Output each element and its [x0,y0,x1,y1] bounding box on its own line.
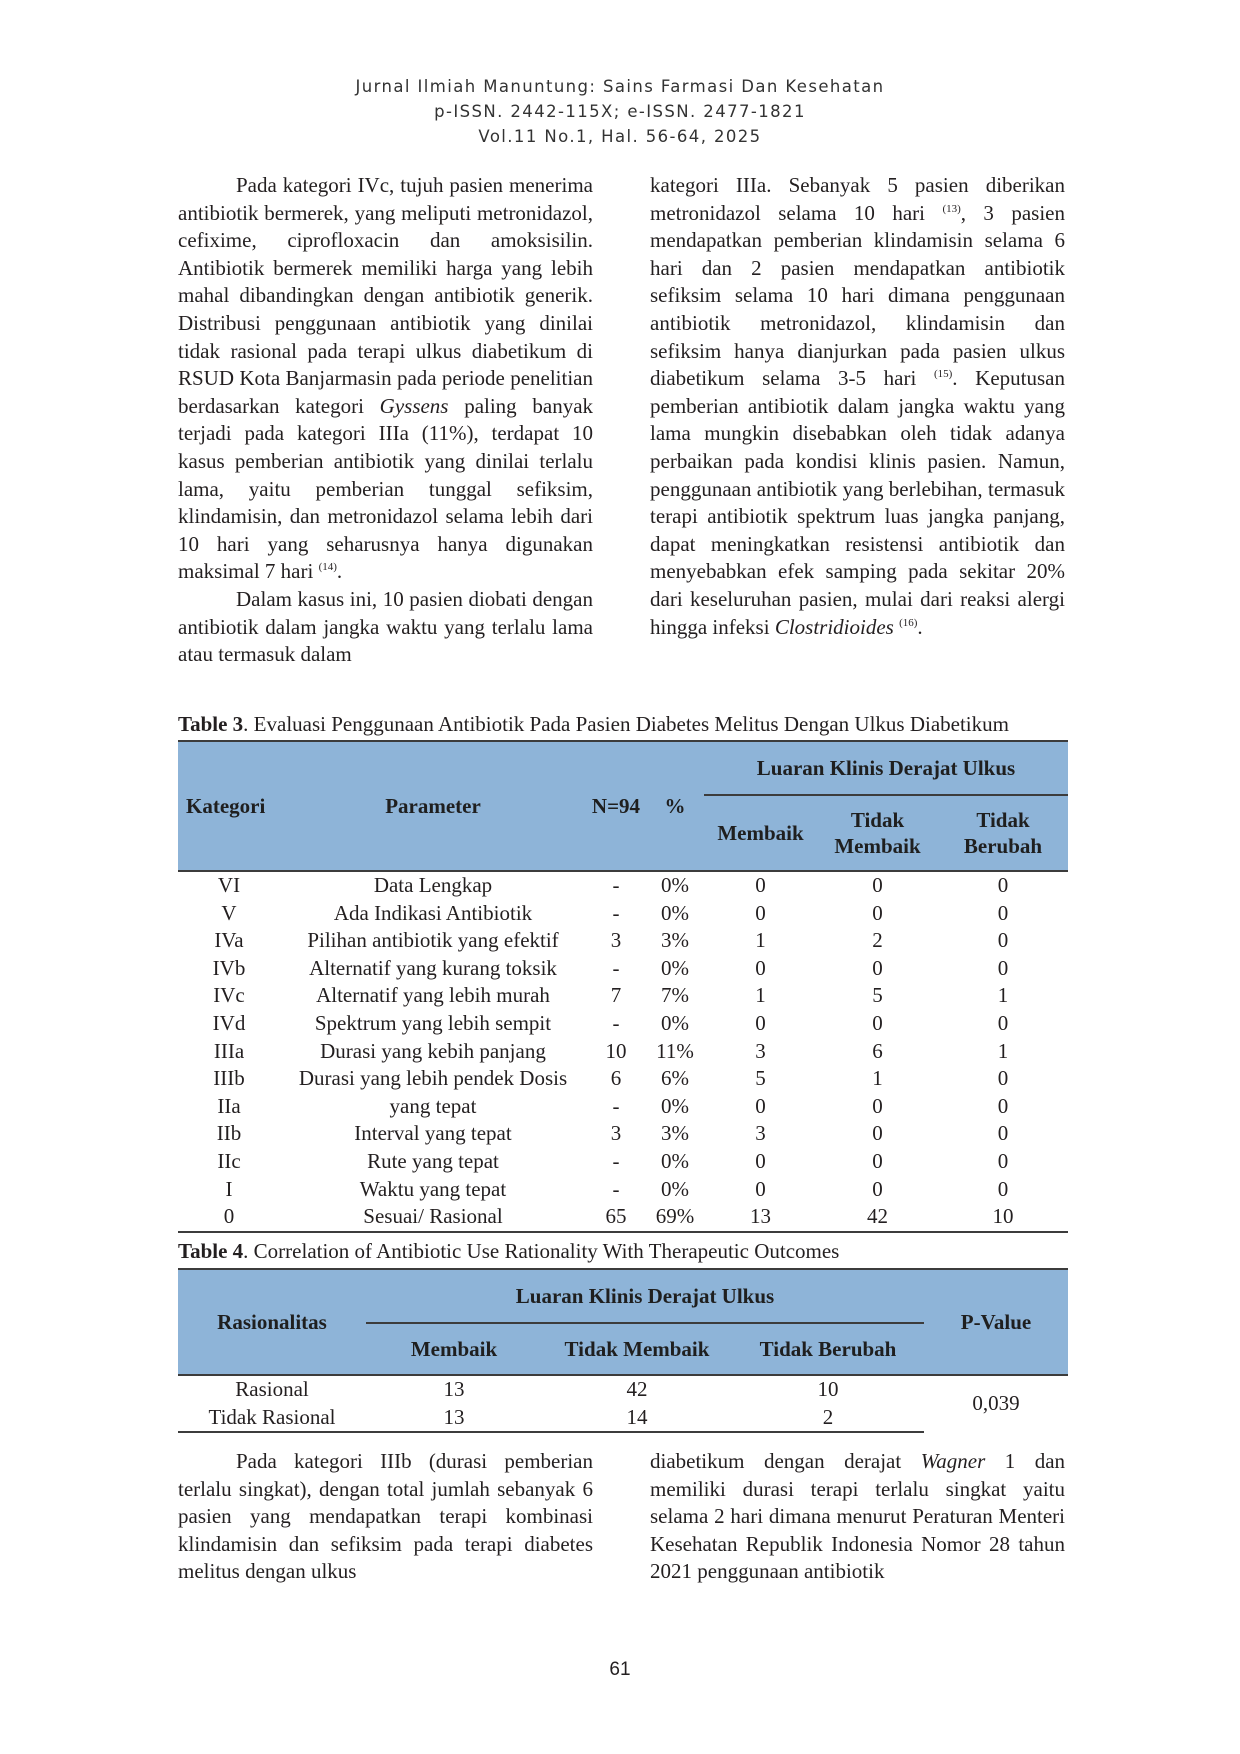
paragraph-wagner: diabetikum dengan derajat Wagner 1 dan memiliki durasi terapi terlalu singkat yaitu selama 2 hari dimana menurut Peraturan Menteri Kesehatan Republik Indonesia Nomor 28 tahun 2021 penggunaan antibiotik [650,1449,1066,1584]
table3-cell-tidak-membaik: 6 [872,1038,883,1063]
table-row [178,1065,1068,1093]
table3-cell-percent: 0% [661,1010,689,1035]
table4-header-group: Luaran Klinis Derajat Ulkus [366,1269,924,1323]
table3-cell-kategori: IIa [217,1093,241,1118]
table3-cell-parameter: Durasi yang lebih pendek Dosis [298,1066,568,1091]
table3-caption: Table 3. Evaluasi Penggunaan Antibiotik Pada Pasien Diabetes Melitus Dengan Ulkus Diabetikum [178,712,1009,736]
table3-cell-tidak-berubah: 0 [997,1066,1009,1091]
table-row [178,900,1068,928]
right-column-bottom [650,1448,1065,1586]
table4-cell-rasionalitas: Tidak Rasional [178,1404,366,1433]
table3-cell-tidak-membaik: 0 [817,871,938,900]
table3-cell-membaik: 0 [755,900,766,925]
table3-cell-parameter: Waktu yang tepat [359,1176,507,1201]
gyssens-term: Gyssens [379,393,449,418]
paragraph-iiia: kategori IIIa. Sebanyak 5 pasien diberikan metronidazol selama 10 hari $^{(13)}$, 3 pasien mendapatkan pemberian klindamisin selama 6 hari dan 2 pasien mendapatkan antibiotik sefiksim selama 10 hari dimana penggunaan antibiotik metronidazol, klindamisin dan sefiksim hanya dianjurkan pada pasien ulkus diabetikum selama 3-5 hari $^{(15)}$. Keputusan pemberian antibiotik dalam jangka waktu yang lama mungkin disebabkan oleh tidak adanya perbaikan pada kondisi klinis pasien. Namun, penggunaan antibiotik yang berlebihan, termasuk terapi antibiotik spektrum luas jangka panjang, dapat meningkatkan resistensi antibiotik dan menyebabkan efek samping pada sekitar 20% dari keseluruhan pasien, mulai dari reaksi alergi hingga infeksi Clostridioides $^{(16)}$. [650,173,1066,639]
paragraph-cases: Dalam kasus ini, 10 pasien diobati dengan antibiotik dalam jangka waktu yang terlalu lama atau termasuk dalam [178,586,593,667]
table3-cell-parameter: Alternatif yang lebih murah [316,983,550,1008]
table3-cell-parameter: Alternatif yang kurang toksik [309,955,557,980]
table3-cell-tidak-berubah: 0 [997,1176,1009,1201]
table3-cell-tidak-membaik: 42 [817,1203,938,1232]
table3-cell-kategori: IVa [214,928,244,953]
journal-title: Jurnal Ilmiah Manuntung: Sains Farmasi Dan Kesehatan [355,77,885,96]
table3-header-membaik: Membaik [704,795,817,871]
table3-cell-tidak-membaik: 0 [872,1148,883,1173]
clostridioides-term: Clostridioides [774,614,894,639]
table4-cell-tidak-berubah: 10 [732,1375,924,1404]
table3-cell-n: - [612,1010,620,1035]
table4-header-tidak-berubah: Tidak Berubah [732,1323,924,1375]
table-row [178,982,1068,1010]
table3-cell-membaik: 5 [755,1066,766,1091]
reference-14: (14) [318,561,337,574]
table3-cell-n: - [586,871,646,900]
table3-header-group: Luaran Klinis Derajat Ulkus [704,741,1068,795]
table4-header-pvalue: P-Value [924,1269,1068,1375]
table3-cell-kategori: IIb [216,1121,242,1146]
table3-header-kategori: Kategori [178,741,280,871]
table3-cell-parameter: Rute yang tepat [367,1148,499,1173]
table3-cell-n: 3 [610,928,622,953]
table4-header-membaik: Membaik [366,1323,542,1375]
table3-header-n: N=94 [586,741,646,871]
left-column-bottom [178,1448,593,1586]
table3-cell-percent: 3% [661,928,689,953]
table3-cell-parameter: Sesuai/ Rasional [280,1203,586,1232]
table3-cell-tidak-membaik: 5 [872,983,883,1008]
table3-cell-tidak-membaik: 0 [872,900,883,925]
table3-cell-tidak-membaik: 0 [872,1176,883,1201]
table3-cell-kategori: IIIa [213,1038,245,1063]
journal-issn: p-ISSN. 2442-115X; e-ISSN. 2477-1821 [434,102,806,121]
table4-cell-membaik: 13 [366,1375,542,1404]
table-row [178,1176,1068,1204]
table3-cell-percent: 0% [661,900,689,925]
table3-cell-tidak-membaik: 0 [872,1121,883,1146]
table4-cell-tidak-berubah: 2 [732,1404,924,1433]
table4-header-tidak-membaik: Tidak Membaik [542,1323,732,1375]
table3-cell-membaik: 13 [704,1203,817,1232]
table-row [178,955,1068,983]
table3-cell-percent: 0% [661,1176,689,1201]
table3-cell-kategori: IIc [217,1148,241,1173]
table3-cell-kategori: I [225,1176,233,1201]
table3-cell-percent: 69% [646,1203,704,1232]
table3-header-parameter: Parameter [280,741,586,871]
table3-cell-percent: 3% [661,1121,689,1146]
table3-cell-percent: 11% [656,1038,694,1063]
table3-cell-percent: 0% [661,1093,689,1118]
table3-cell-parameter: Pilihan antibiotik yang efektif [307,928,559,953]
table3-cell-kategori: IVd [212,1010,246,1035]
table4-cell-pvalue: 0,039 [924,1375,1068,1432]
table3-cell-membaik: 3 [755,1038,766,1063]
table3-cell-percent: 6% [661,1066,689,1091]
table3-cell-kategori: VI [178,871,280,900]
table3-cell-n: - [612,1093,620,1118]
table3-cell-tidak-membaik: 0 [872,955,883,980]
table3-cell-parameter: Ada Indikasi Antibiotik [333,900,533,925]
table3-header-tidak-membaik: Tidak Membaik [817,795,938,871]
journal-header [0,74,1240,149]
table3-cell-membaik: 1 [755,928,766,953]
table3-cell-tidak-membaik: 0 [872,1010,883,1035]
table3-header-tidak-berubah: Tidak Berubah [938,795,1068,871]
table3-cell-membaik: 3 [755,1121,766,1146]
table3-cell-tidak-berubah: 0 [997,928,1009,953]
table3-cell-tidak-membaik: 1 [872,1066,883,1091]
table3-cell-parameter: yang tepat [389,1093,477,1118]
table4-cell-tidak-membaik: 14 [542,1404,732,1433]
table3-cell-membaik: 0 [755,1176,766,1201]
table4-caption: Table 4. Correlation of Antibiotic Use Rationality With Therapeutic Outcomes [178,1239,840,1263]
table-row [178,1203,1068,1232]
journal-volume: Vol.11 No.1, Hal. 56-64, 2025 [478,127,762,146]
reference-16: (16) [899,616,918,629]
table-row [178,1010,1068,1038]
table3-cell-tidak-berubah: 1 [997,1038,1009,1063]
table3-cell-tidak-berubah: 0 [997,1010,1009,1035]
table3-cell-n: 65 [586,1203,646,1232]
table3-cell-parameter: Interval yang tepat [354,1121,512,1146]
table3-cell-tidak-berubah: 1 [997,983,1009,1008]
table3-cell-n: - [612,900,620,925]
table-row [178,1120,1068,1148]
table-row [178,927,1068,955]
table4-cell-membaik: 13 [366,1404,542,1433]
table3 [178,740,1068,1233]
left-column-top [178,172,593,669]
table4-cell-tidak-membaik: 42 [542,1375,732,1404]
table3-body [178,871,1068,1232]
table3-cell-n: 10 [605,1038,627,1063]
reference-13: (13) [942,202,961,215]
table3-cell-kategori: IVc [213,983,245,1008]
wagner-term: Wagner [920,1449,986,1473]
table3-cell-kategori: V [221,900,237,925]
table3-cell-n: - [612,1176,620,1201]
table4 [178,1268,1068,1433]
table3-cell-tidak-berubah: 0 [938,871,1068,900]
table3-cell-percent: 0% [661,1148,689,1173]
table3-cell-tidak-berubah: 10 [938,1203,1068,1232]
table3-cell-percent: 7% [661,983,689,1008]
table3-cell-kategori: 0 [178,1203,280,1232]
table3-cell-n: 7 [610,983,622,1008]
table-row [178,1375,1068,1404]
table-row [178,1148,1068,1176]
table-row [178,871,1068,900]
paragraph-ivc: Pada kategori IVc, tujuh pasien menerima antibiotik bermerek, yang meliputi metronidazol, cefixime, ciprofloxacin dan amoksisilin. Antibiotik bermerek memiliki harga yang lebih mahal dibandingkan dengan antibiotik generik. Distribusi penggunaan antibiotik yang dinilai tidak rasional pada terapi ulkus diabetikum di RSUD Kota Banjarmasin pada periode penelitian berdasarkan kategori Gyssens paling banyak terjadi pada kategori IIIa (11%), terdapat 10 kasus pemberian antibiotik yang dinilai terlalu lama, yaitu pemberian tunggal sefiksim, klindamisin, dan metronidazol selama lebih dari 10 hari yang seharusnya hanya digunakan maksimal 7 hari $^{(14)}$. [178,173,594,584]
table3-cell-tidak-berubah: 0 [997,1093,1009,1118]
table3-cell-kategori: IVb [212,955,246,980]
table3-cell-membaik: 0 [755,955,766,980]
table3-header-percent: % [646,741,704,871]
table3-cell-percent: 0% [646,871,704,900]
table3-cell-membaik: 0 [755,1148,766,1173]
table3-cell-tidak-membaik: 2 [872,928,883,953]
table3-cell-tidak-berubah: 0 [997,1121,1009,1146]
table3-cell-n: 6 [610,1066,622,1091]
table3-cell-n: - [612,955,620,980]
table3-cell-n: - [612,1148,620,1173]
table4-cell-rasionalitas: Rasional [178,1375,366,1404]
table3-cell-membaik: 0 [755,1093,766,1118]
table3-cell-membaik: 0 [755,1010,766,1035]
table-row [178,1093,1068,1121]
table4-header-rasionalitas: Rasionalitas [178,1269,366,1375]
table3-cell-membaik: 1 [755,983,766,1008]
page-number: 61 [609,1659,631,1680]
table3-cell-n: 3 [610,1121,622,1146]
table3-cell-kategori: IIIb [213,1066,245,1091]
paragraph-iiib: Pada kategori IIIb (durasi pemberian terlalu singkat), dengan total jumlah sebanyak 6 pasien yang mendapatkan terapi kombinasi klindamisin dan sefiksim pada terapi diabetes melitus dengan ulkus [178,1449,593,1584]
table4-body [178,1375,1068,1432]
right-column-top [650,172,1065,641]
table3-cell-parameter: Durasi yang kebih panjang [320,1038,546,1063]
table3-cell-tidak-berubah: 0 [997,955,1009,980]
table3-cell-tidak-membaik: 0 [872,1093,883,1118]
table3-cell-tidak-berubah: 0 [997,900,1009,925]
table3-cell-percent: 0% [661,955,689,980]
table3-cell-parameter: Spektrum yang lebih sempit [314,1010,552,1035]
table3-cell-membaik: 0 [704,871,817,900]
reference-15: (15) [933,368,953,381]
table3-cell-tidak-berubah: 0 [997,1148,1009,1173]
table3-cell-parameter: Data Lengkap [280,871,586,900]
table-row [178,1038,1068,1066]
